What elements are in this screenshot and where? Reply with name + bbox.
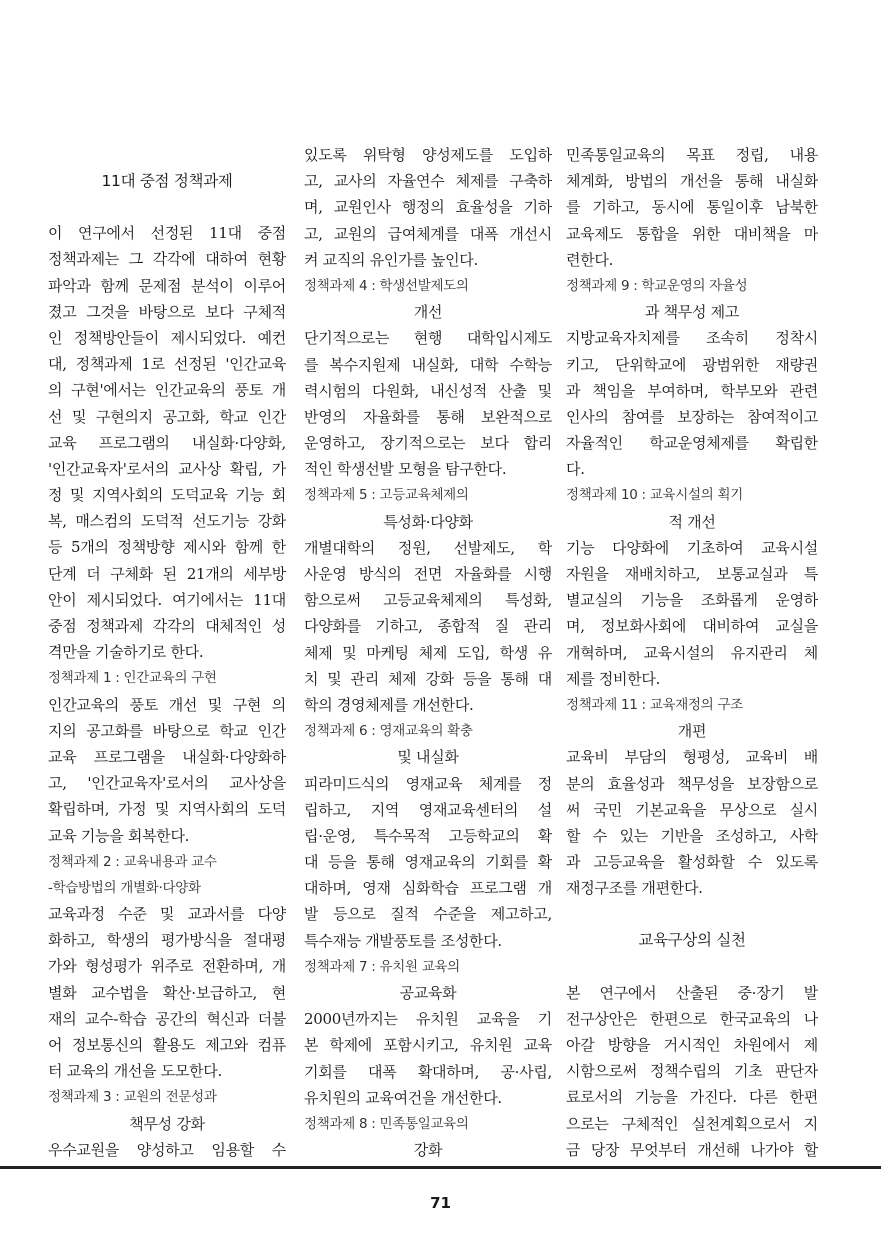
text-line: 자율적인 학교운영체제를 확립한 [566, 434, 818, 453]
text-line: 2000년까지는 유치원 교육을 기 [304, 1010, 552, 1029]
task-heading-cont: 공교육화 [399, 984, 457, 1002]
text-line: 단기적으로는 현행 대학입시제도 [304, 329, 552, 348]
text-line: 며, 정보화사회에 대비하여 교실을 [566, 617, 818, 636]
spacer [566, 901, 818, 927]
text-line: 본 연구에서 산출된 중·장기 발 [566, 983, 818, 1002]
text-line: 운영하고, 장기적으로는 보다 합리 [304, 434, 552, 453]
text-line: 를 복수지원제 내실화, 대학 수학능 [304, 355, 552, 374]
task-heading-cont: 책무성 강화 [129, 1114, 205, 1133]
page-number: 71 [430, 1194, 451, 1212]
text-line: 화하고, 학생의 평가방식을 절대평 [48, 931, 286, 950]
text-line: 있도록 위탁형 양성제도를 도입하 [304, 146, 552, 164]
text-line: 교육 프로그램을 내실화·다양화하 [48, 747, 286, 766]
text-line: 선 및 구현의지 공고화, 학교 인간 [48, 407, 286, 426]
text-line: 교육과정 수준 및 교과서를 다양 [48, 905, 286, 924]
text-line: 고, '인간교육자'로서의 교사상을 [48, 774, 286, 793]
text-line: 제를 정비한다. [566, 669, 661, 688]
text-line: 료로서의 기능을 가진다. 다른 한편 [566, 1088, 818, 1107]
spacer [48, 194, 286, 220]
text-line: 재정구조를 개편한다. [566, 879, 703, 898]
text-line: 교육비 부담의 형평성, 교육비 배 [566, 748, 818, 767]
text-line: '인간교육자'로서의 교사상 확립, 가 [48, 459, 286, 478]
task-heading: 정책과제 7 : 유치원 교육의 [304, 958, 460, 975]
task-heading-cont: 개선 [413, 303, 443, 322]
task-heading-cont: 및 내실화 [397, 748, 459, 767]
spacer [48, 142, 286, 168]
text-line: 지의 공고화를 바탕으로 학교 인간 [48, 721, 286, 740]
task-heading: 정책과제 8 : 민족통일교육의 [304, 1115, 469, 1132]
task-heading: 정책과제 9 : 학교운영의 자율성 [566, 277, 748, 294]
text-line: 금 당장 무엇부터 개선해 나가야 할 [566, 1140, 818, 1159]
task-heading: 정책과제 10 : 교육시설의 획기 [566, 487, 743, 504]
column-middle [304, 142, 552, 1163]
text-line: 교육 프로그램의 내실화·다양화, [48, 433, 286, 452]
text-line: 시함으로써 정책수립의 기초 판단자 [566, 1062, 818, 1081]
text-line: 피라미드식의 영재교육 체계를 정 [304, 774, 552, 793]
text-line: 확립하며, 가정 및 지역사회의 도덕 [48, 800, 286, 819]
text-line: 특수재능 개발풍토를 조성한다. [304, 931, 502, 950]
text-line: 교육제도 통합을 위한 대비책을 마 [566, 224, 818, 243]
text-line: 의 구현'에서는 인간교육의 풍토 개 [48, 381, 286, 400]
text-line: 립·운영, 특수목적 고등학교의 확 [304, 826, 552, 845]
text-line: 인사의 참여를 보장하는 참여적이고 [566, 407, 818, 426]
text-line: 격만을 기술하기로 한다. [48, 643, 204, 662]
task-heading-cont: 강화 [413, 1141, 443, 1160]
footer-rule [0, 1166, 881, 1169]
text-line: 아갈 방향을 거시적인 차원에서 제 [566, 1036, 818, 1054]
text-line: 개별대학의 정원, 선발제도, 학 [304, 538, 552, 557]
text-line: 지방교육자치제를 조속히 정착시 [566, 329, 818, 348]
text-line: 정 및 지역사회의 도덕교육 기능 회 [48, 486, 286, 505]
text-line: 대, 정책과제 1로 선정된 '인간교육 [48, 355, 286, 374]
text-line: 적인 학생선발 모형을 탐구한다. [304, 460, 507, 479]
task-heading-cont: 개편 [677, 722, 707, 741]
text-line: 련한다. [566, 250, 614, 269]
text-line: 졌고 그것을 바탕으로 보다 구체적 [48, 302, 286, 321]
task-heading-cont: 특성화·다양화 [383, 512, 473, 531]
task-heading: 정책과제 1 : 인간교육의 구현 [48, 670, 217, 687]
text-line: 중점 정책과제 각각의 대체적인 성 [48, 617, 286, 635]
text-line: 학의 경영체제를 개선한다. [304, 695, 474, 714]
text-line: 립하고, 지역 영재교육센터의 설 [304, 800, 552, 819]
text-line: 기능 다양화에 기초하여 교육시설 [566, 538, 818, 557]
section-heading: 교육구상의 실천 [638, 931, 746, 950]
text-line: 를 기하고, 동시에 통일이후 남북한 [566, 198, 818, 217]
text-line: 단계 더 구체화 된 21개의 세부방 [48, 564, 286, 583]
text-line: 발 등으로 질적 수준을 제고하고, [304, 905, 552, 924]
text-line: 어 정보통신의 활용도 제고와 컴퓨 [48, 1036, 286, 1054]
text-line: 개혁하며, 교육시설의 유지관리 체 [566, 643, 818, 662]
text-line: 써 국민 기본교육을 무상으로 실시 [566, 800, 818, 819]
text-line: 사운영 방식의 전면 자율화를 시행 [304, 565, 552, 583]
text-line: 교육 기능을 회복한다. [48, 826, 190, 845]
text-line: 과 고등교육을 활성화할 수 있도록 [566, 853, 818, 872]
text-line: 파악과 함께 문제점 분석이 이루어 [48, 276, 286, 295]
text-line: 반영의 자율화를 통해 보완적으로 [304, 407, 552, 426]
text-line: 우수교원을 양성하고 임용할 수 [48, 1140, 286, 1159]
task-heading: 정책과제 6 : 영재교육의 확충 [304, 723, 473, 740]
text-line: 전구상안은 한편으로 한국교육의 나 [566, 1009, 818, 1028]
task-heading: 정책과제 4 : 학생선발제도의 [304, 277, 469, 294]
text-line: 과 책임을 부여하며, 학부모와 관련 [566, 381, 818, 400]
text-line: 켜 교직의 유인가를 높인다. [304, 250, 478, 269]
task-heading: 정책과제 3 : 교원의 전문성과 [48, 1089, 217, 1106]
text-line: 터 교육의 개선을 도모한다. [48, 1062, 222, 1081]
text-line: 재의 교수-학습 공간의 혁신과 더불 [48, 1009, 286, 1028]
text-line: 정책과제는 그 각각에 대하여 현황 [48, 250, 286, 269]
task-heading: 정책과제 11 : 교육재정의 구조 [566, 696, 743, 713]
text-line: 치 및 관리 체제 강화 등을 통해 대 [304, 669, 552, 688]
task-heading-cont: 적 개선 [668, 512, 716, 531]
spacer [566, 954, 818, 980]
task-heading: 정책과제 2 : 교육내용과 교수 [48, 853, 217, 870]
text-line: 자원을 재배치하고, 보통교실과 특 [566, 565, 818, 583]
text-line: 복, 매스컴의 도덕적 선도기능 강화 [48, 512, 286, 531]
text-line: 이 연구에서 선정된 11대 중점 [48, 224, 286, 243]
text-line: 유치원의 교육여건을 개선한다. [304, 1088, 502, 1107]
task-heading: 정책과제 5 : 고등교육체제의 [304, 487, 469, 504]
text-line: 민족통일교육의 목표 정립, 내용 [566, 146, 818, 164]
text-line: 고, 교사의 자율연수 체제를 구축하 [304, 172, 552, 191]
text-line: 다양화를 기하고, 종합적 질 관리 [304, 617, 552, 636]
column-left [48, 142, 286, 1163]
text-line: 다. [566, 460, 585, 479]
text-line: 할 수 있는 기반을 조성하고, 사학 [566, 826, 818, 845]
text-line: 키고, 단위학교에 광범위한 재량권 [566, 355, 818, 374]
text-line: 인 정책방안들이 제시되었다. 예컨 [48, 328, 286, 347]
text-line: 고, 교원의 급여체계를 대폭 개선시 [304, 224, 552, 243]
text-line: 가와 형성평가 위주로 전환하며, 개 [48, 957, 286, 976]
task-heading-cont: 과 책무성 제고 [644, 303, 740, 322]
text-line: 본 학제에 포함시키고, 유치원 교육 [304, 1036, 552, 1055]
text-line: 력시험의 다원화, 내신성적 산출 및 [304, 381, 552, 400]
text-line: 며, 교원인사 행정의 효율성을 기하 [304, 198, 552, 217]
text-line: 으로는 구체적인 실천계획으로서 지 [566, 1114, 818, 1133]
task-heading: -학습방법의 개별화·다양화 [48, 879, 201, 896]
text-line: 체계화, 방법의 개선을 통해 내실화 [566, 172, 818, 191]
text-line: 기회를 대폭 확대하며, 공·사립, [304, 1062, 552, 1081]
column-right [566, 142, 818, 1163]
text-line: 안이 제시되었다. 여기에서는 11대 [48, 590, 286, 609]
text-line: 분의 효율성과 책무성을 보장함으로 [566, 774, 818, 793]
text-line: 체제 및 마케팅 체제 도입, 학생 유 [304, 643, 552, 662]
text-line: 대 등을 통해 영재교육의 기회를 확 [304, 853, 552, 872]
text-line: 대하며, 영재 심화학습 프로그램 개 [304, 879, 552, 898]
text-line: 별화 교수법을 확산·보급하고, 현 [48, 983, 286, 1002]
section-heading: 11대 중점 정책과제 [101, 172, 233, 190]
text-line: 별교실의 기능을 조화롭게 운영하 [566, 591, 818, 610]
text-line: 등 5개의 정책방향 제시와 함께 한 [48, 538, 286, 557]
text-line: 함으로써 고등교육체제의 특성화, [304, 591, 552, 610]
text-line: 인간교육의 풍토 개선 및 구현 의 [48, 695, 286, 714]
